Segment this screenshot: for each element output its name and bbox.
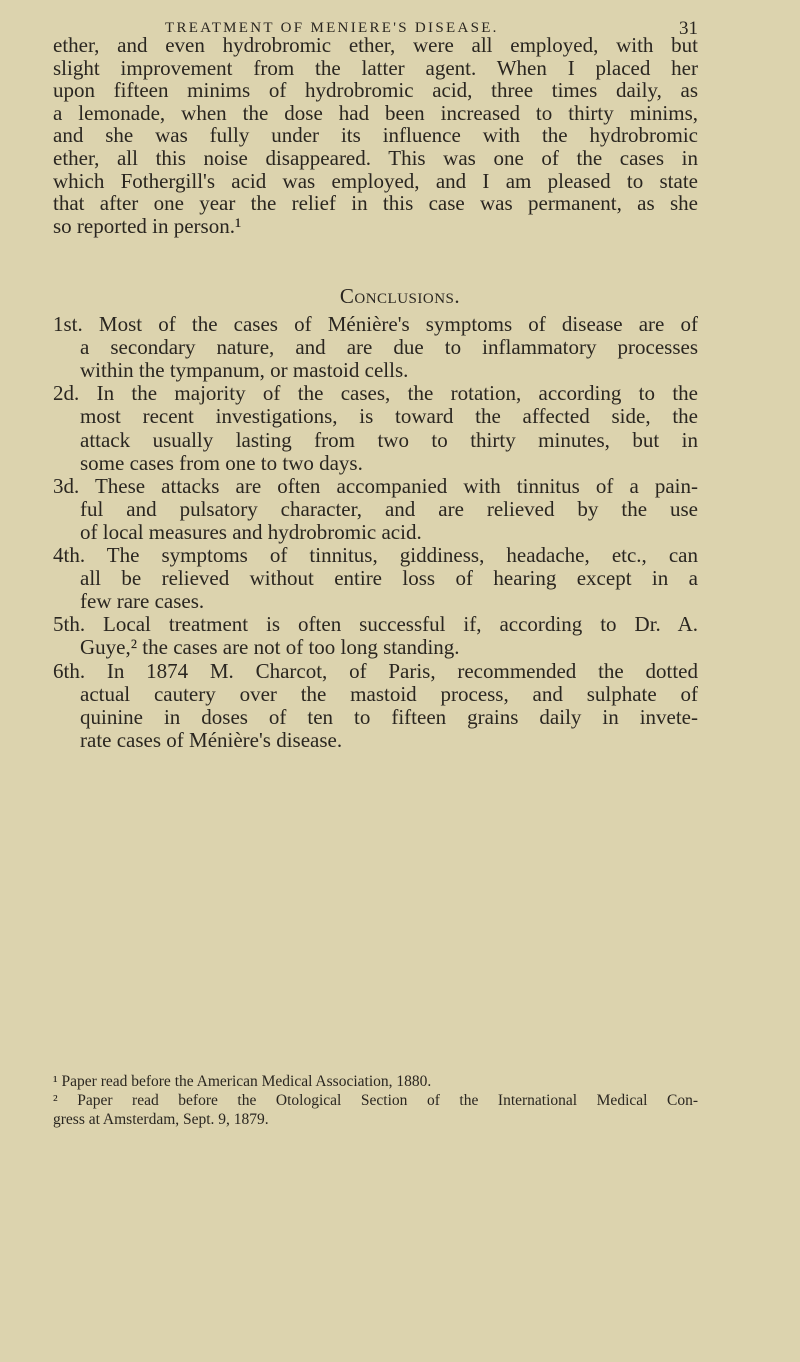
conclusion-line: all be relieved without entire loss of hearing except in a (80, 566, 698, 591)
conclusion-line: 5th. Local treatment is often successful if, according to Dr. A. (53, 612, 698, 637)
conclusion-line: 6th. In 1874 M. Charcot, of Paris, recommended the dotted (53, 658, 698, 683)
page-number: 31 (679, 18, 698, 39)
conclusion-line: 2d. In the majority of the cases, the rotation, according to the (53, 381, 698, 406)
conclusion-line: 4th. The symptoms of tinnitus, giddiness, headache, etc., can (53, 543, 698, 567)
conclusion-line: a secondary nature, and are due to inflammatory processes (80, 335, 698, 360)
conclusion-line: rate cases of Ménière's disease. (80, 727, 343, 752)
paragraph-line: upon fifteen minims of hydrobromic acid, three times daily, as (53, 78, 698, 103)
running-title: TREATMENT OF MENIERE'S DISEASE. (165, 20, 499, 36)
paragraph-line: and she was fully under its influence with the hydrobromic (53, 123, 698, 148)
paragraph-line: slight improvement from the latter agent. When I placed her (53, 55, 698, 80)
paragraph-line: which Fothergill's acid was employed, and I am pleased to state (53, 168, 698, 193)
conclusion-line: of local measures and hydrobromic acid. (80, 519, 422, 544)
paragraph-line: ether, all this noise disappeared. This was one of the cases in (53, 146, 698, 170)
paragraph-line: a lemonade, when the dose had been increased to thirty minims, (53, 100, 698, 125)
footnote-line: ¹ Paper read before the American Medical Association, 1880. (53, 1073, 432, 1090)
conclusion-line: 3d. These attacks are often accompanied with tinnitus of a pain- (53, 473, 698, 498)
conclusion-line: attack usually lasting from two to thirty minutes, but in (80, 427, 698, 452)
conclusion-line: within the tympanum, or mastoid cells. (80, 358, 409, 383)
conclusion-line: few rare cases. (80, 589, 205, 614)
footnote-line: ² Paper read before the Otological Section of the International Medical Con- (53, 1092, 698, 1109)
conclusion-line: ful and pulsatory character, and are relieved by the use (80, 496, 698, 521)
conclusion-line: actual cautery over the mastoid process, and sulphate of (80, 681, 698, 706)
conclusion-line: 1st. Most of the cases of Ménière's symptoms of disease are of (53, 312, 698, 336)
conclusion-line: quinine in doses of ten to fifteen grains daily in invete- (80, 704, 698, 729)
section-heading: Conclusions. (339, 284, 461, 308)
footnote-line: gress at Amsterdam, Sept. 9, 1879. (53, 1111, 269, 1128)
conclusion-line: some cases from one to two days. (80, 450, 363, 475)
paragraph-line: so reported in person.¹ (53, 213, 242, 238)
paragraph-line: that after one year the relief in this case was permanent, as she (53, 191, 698, 216)
paragraph-line: ether, and even hydrobromic ether, were all employed, with but (53, 33, 698, 57)
conclusion-line: most recent investigations, is toward the affected side, the (80, 404, 698, 429)
conclusion-line: Guye,² the cases are not of too long standing. (80, 635, 460, 660)
